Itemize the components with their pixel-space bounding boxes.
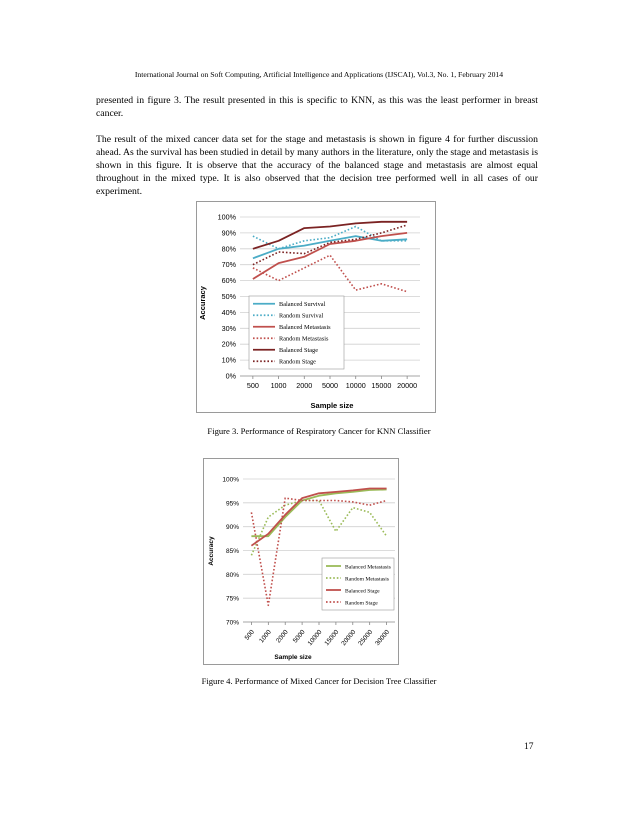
legend-label: Random Survival — [279, 312, 324, 320]
x-tick-label: 500 — [243, 628, 256, 642]
x-axis-label: Sample size — [274, 654, 312, 661]
y-tick-label: 30% — [221, 323, 236, 333]
x-tick-label: 1000 — [258, 628, 273, 645]
y-tick-label: 0% — [225, 371, 236, 381]
legend-label: Random Metastasis — [345, 576, 389, 583]
x-tick-label: 500 — [246, 381, 259, 390]
y-tick-label: 85% — [225, 548, 239, 555]
legend-label: Balanced Metastasis — [345, 564, 391, 571]
x-tick-label: 5000 — [322, 381, 338, 390]
y-tick-label: 40% — [221, 307, 236, 317]
legend-label: Random Stage — [279, 358, 316, 366]
x-tick-label: 20000 — [340, 628, 358, 648]
y-tick-label: 80% — [221, 244, 236, 254]
x-tick-label: 15000 — [371, 381, 392, 390]
x-tick-label: 5000 — [291, 628, 307, 645]
running-header: International Journal on Soft Computing, Artificial Intelligence and Applications (IJSCAI), Vol.3, No. 1, February 2014 — [134, 70, 504, 79]
x-tick-label: 20000 — [397, 381, 418, 390]
paragraph-2: The result of the mixed cancer data set for the stage and metastasis is shown in figure 4 for further discussion ahead. As the survival has been studied in detail by many authors in the literature, only the stage and metastasis is shown in this figure. It is observe that the accuracy of the balanced stage and metastasis are almost equal throughout in the mixed type. It is also observed that the decision tree performed well in all cases of our experiment. — [96, 134, 538, 197]
y-tick-label: 80% — [225, 571, 239, 579]
y-axis-label: Accuracy — [208, 536, 215, 566]
y-tick-label: 70% — [225, 619, 239, 627]
legend-label: Balanced Survival — [279, 301, 326, 309]
y-axis-label: Accuracy — [198, 286, 207, 320]
legend-label: Random Metastasis — [279, 335, 329, 343]
x-tick-label: 30000 — [374, 628, 392, 648]
legend-label: Balanced Stage — [345, 588, 380, 595]
y-tick-label: 60% — [221, 276, 236, 286]
x-axis-label: Sample size — [310, 401, 354, 410]
y-tick-label: 100% — [217, 212, 236, 222]
legend-label: Random Stage — [345, 600, 378, 607]
x-tick-label: 10000 — [345, 381, 366, 390]
x-tick-label: 2000 — [275, 628, 290, 645]
figure-4-caption: Figure 4. Performance of Mixed Cancer for Decision Tree Classifier — [201, 676, 437, 686]
legend-label: Balanced Stage — [279, 347, 318, 355]
y-tick-label: 75% — [225, 595, 239, 603]
paragraph-1: presented in figure 3. The result presented in this is specific to KNN, as this was the least performer in breast cancer. — [96, 95, 538, 119]
legend-label: Balanced Metastasis — [279, 324, 331, 332]
figure-4-chart — [203, 458, 399, 665]
x-tick-label: 25000 — [357, 628, 375, 648]
y-tick-label: 90% — [221, 228, 236, 238]
figure-3-chart — [196, 201, 436, 413]
y-tick-label: 70% — [221, 260, 236, 270]
x-tick-label: 10000 — [306, 628, 324, 648]
y-tick-label: 100% — [222, 476, 239, 484]
y-tick-label: 50% — [221, 292, 236, 301]
x-tick-label: 1000 — [270, 381, 287, 390]
page-number: 17 — [524, 742, 534, 752]
y-tick-label: 95% — [225, 500, 239, 508]
x-tick-label: 2000 — [296, 381, 313, 390]
x-tick-label: 15000 — [323, 628, 341, 648]
figure-3-caption: Figure 3. Performance of Respiratory Cancer for KNN Classifier — [207, 426, 431, 436]
y-tick-label: 90% — [225, 524, 239, 532]
y-tick-label: 10% — [221, 355, 236, 365]
y-tick-label: 20% — [221, 339, 236, 349]
